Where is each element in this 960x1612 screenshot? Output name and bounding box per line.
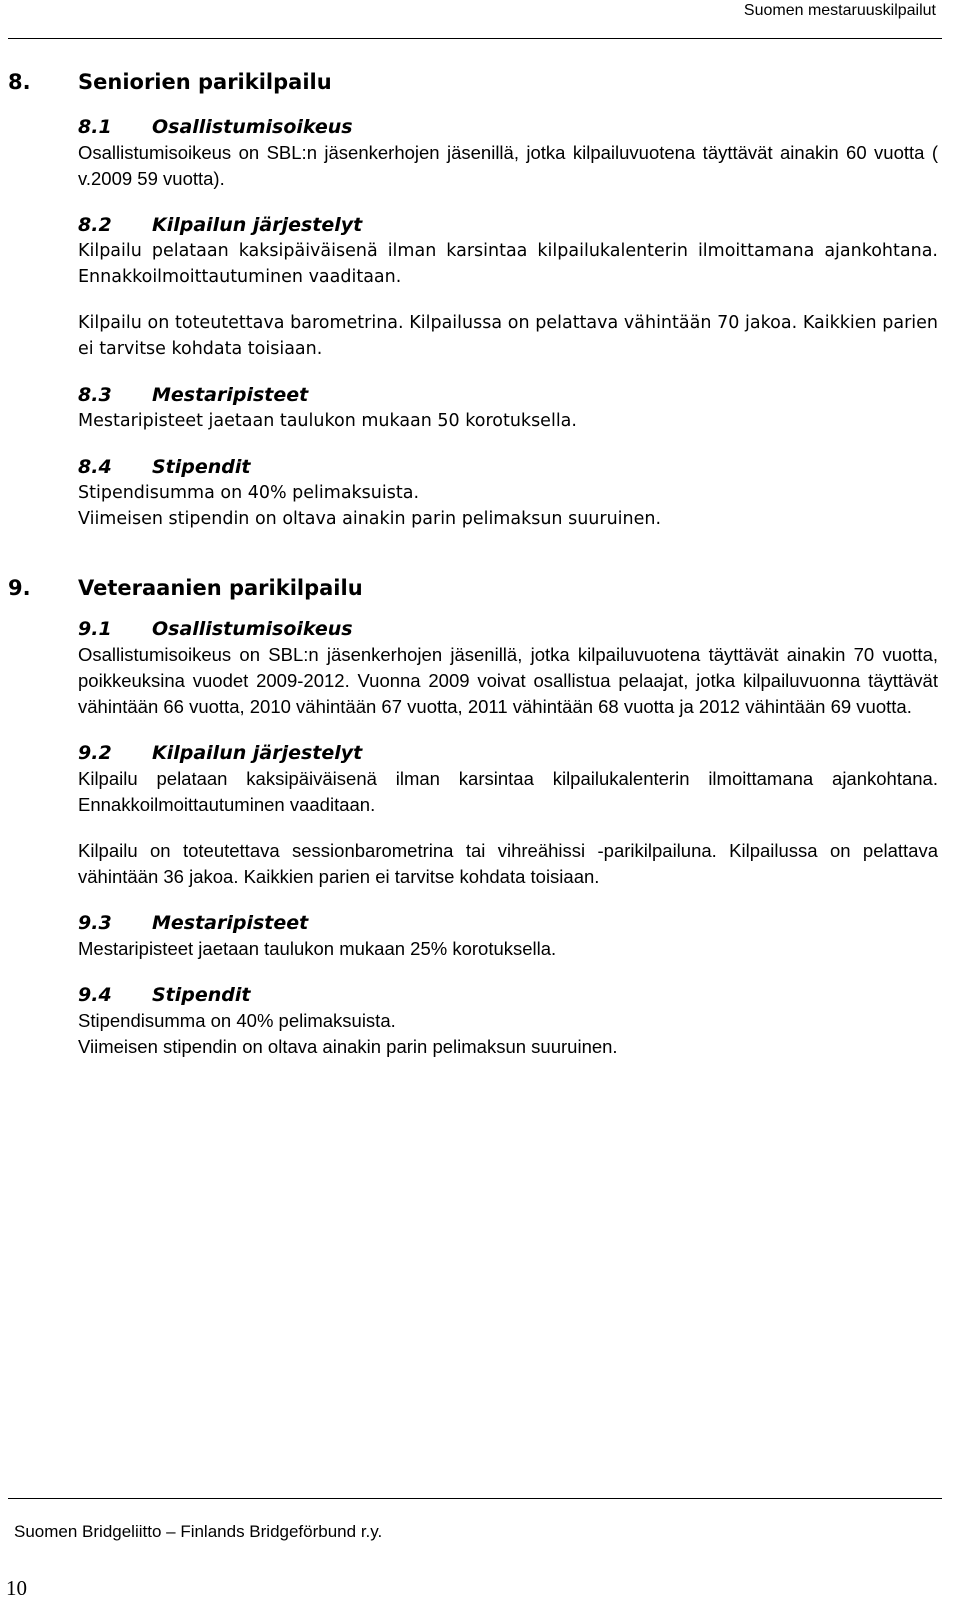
section-title: Kilpailun järjestelyt <box>152 742 363 764</box>
paragraph: Mestaripisteet jaetaan taulukon mukaan 50 korotuksella. <box>78 411 577 431</box>
section-heading <box>78 982 938 1008</box>
section-number: 8.4 <box>78 456 112 478</box>
section-9-3 <box>78 910 938 962</box>
paragraph: Stipendisumma on 40% pelimaksuista. <box>78 483 420 503</box>
section-9-4 <box>78 982 938 1060</box>
section-number: 9.3 <box>78 912 112 934</box>
section-title: Mestaripisteet <box>152 912 309 934</box>
chapter-number: 8. <box>8 70 31 94</box>
running-header: Suomen mestaruuskilpailut <box>743 2 936 19</box>
section-title: Kilpailun järjestelyt <box>152 214 363 236</box>
section-title: Mestaripisteet <box>152 384 309 406</box>
section-heading <box>78 382 938 408</box>
section-heading <box>78 114 938 140</box>
section-number: 8.2 <box>78 214 112 236</box>
section-title: Stipendit <box>152 456 251 478</box>
paragraph: Viimeisen stipendin on oltava ainakin parin pelimaksun suuruinen. <box>78 509 662 529</box>
paragraph: Stipendisumma on 40% pelimaksuista. <box>78 1010 396 1031</box>
section-number: 9.1 <box>78 618 112 640</box>
chapter-8-heading <box>8 70 938 94</box>
section-8-2 <box>78 212 938 362</box>
section-title: Osallistumisoikeus <box>152 116 353 138</box>
section-number: 9.2 <box>78 742 112 764</box>
section-heading <box>78 616 938 642</box>
paragraph: Mestaripisteet jaetaan taulukon mukaan 25% korotuksella. <box>78 938 557 959</box>
paragraph: Kilpailu pelataan kaksipäiväisenä ilman karsintaa kilpailukalenterin ilmoittamana ajankohtana. Ennakkoilmoittautuminen vaaditaan. <box>78 768 938 815</box>
paragraph: Kilpailu pelataan kaksipäiväisenä ilman karsintaa kilpailukalenterin ilmoittamana ajankohtana. Ennakkoilmoittautuminen vaaditaan. <box>78 241 938 287</box>
section-9-2 <box>78 740 938 890</box>
section-heading <box>78 740 938 766</box>
chapter-number: 9. <box>8 576 31 600</box>
header-rule <box>8 38 942 39</box>
section-number: 9.4 <box>78 984 112 1006</box>
chapter-9-heading <box>8 576 938 600</box>
paragraph: Osallistumisoikeus on SBL:n jäsenkerhojen jäsenillä, jotka kilpailuvuotena täyttävät ainakin 70 vuotta, poikkeuksina vuodet 2009-2012. Vuonna 2009 voivat osallistua pelaajat, jotka kilpailuvuonna täyttävät vähintään 66 vuotta, 2010 vähintään 67 vuotta, 2011 vähintään 68 vuotta ja 2012 vähintään 69 vuotta. <box>78 644 938 717</box>
footer-rule <box>8 1498 942 1499</box>
section-heading <box>78 910 938 936</box>
section-8-3 <box>78 382 938 434</box>
section-8-4 <box>78 454 938 532</box>
section-title: Osallistumisoikeus <box>152 618 353 640</box>
section-heading <box>78 454 938 480</box>
section-number: 8.1 <box>78 116 112 138</box>
section-9-1 <box>78 616 938 720</box>
paragraph: Viimeisen stipendin on oltava ainakin parin pelimaksun suuruinen. <box>78 1036 618 1057</box>
paragraph: Kilpailu on toteutettava sessionbarometrina tai vihreähissi -parikilpailuna. Kilpailussa on pelattava vähintään 36 jakoa. Kaikkien parien ei tarvitse kohdata toisiaan. <box>78 840 938 887</box>
paragraph: Osallistumisoikeus on SBL:n jäsenkerhojen jäsenillä, jotka kilpailuvuotena täyttävät ainakin 60 vuotta ( v.2009 59 vuotta). <box>78 142 938 189</box>
paragraph: Kilpailu on toteutettava barometrina. Kilpailussa on pelattava vähintään 70 jakoa. Kaikkien parien ei tarvitse kohdata toisiaan. <box>78 313 938 359</box>
section-8-1 <box>78 114 938 192</box>
page-content <box>8 70 938 1060</box>
footer-organization: Suomen Bridgeliitto – Finlands Bridgeförbund r.y. <box>14 1522 383 1541</box>
chapter-title: Seniorien parikilpailu <box>78 70 332 94</box>
chapter-title: Veteraanien parikilpailu <box>78 576 363 600</box>
section-title: Stipendit <box>152 984 251 1006</box>
page-number: 10 <box>6 1576 27 1600</box>
section-number: 8.3 <box>78 384 112 406</box>
section-heading <box>78 212 938 238</box>
